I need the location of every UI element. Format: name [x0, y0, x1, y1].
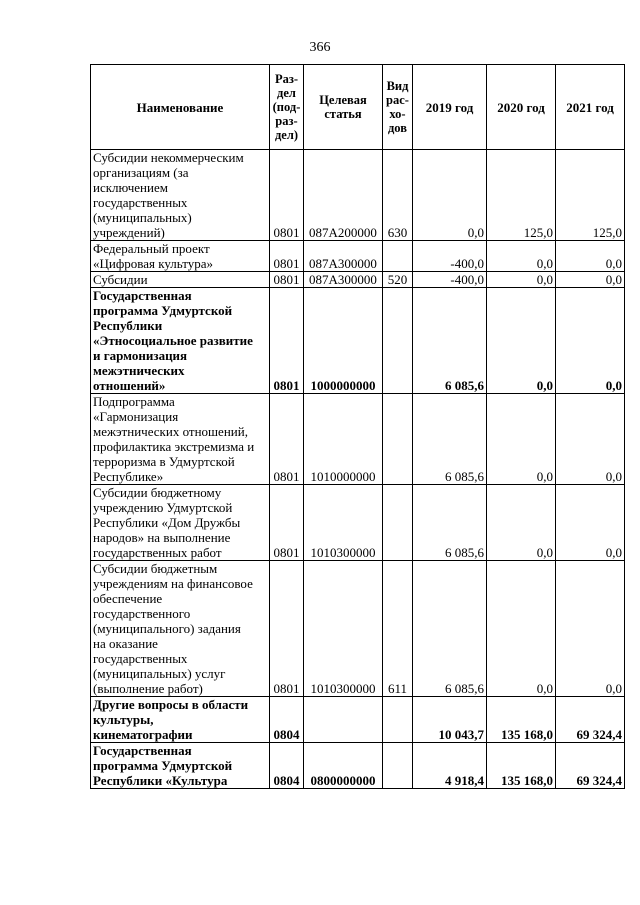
row-expense: 630 — [383, 150, 413, 241]
row-expense — [383, 697, 413, 743]
table-row — [91, 561, 625, 697]
row-2019: 4 918,4 — [413, 743, 487, 789]
row-2021: 0,0 — [556, 241, 625, 272]
header-2019: 2019 год — [413, 65, 487, 150]
row-target: 087A200000 — [304, 150, 383, 241]
table-row — [91, 697, 625, 743]
row-section: 0801 — [270, 288, 304, 394]
row-target: 1010300000 — [304, 485, 383, 561]
header-expense-type: Вид рас- хо- дов — [383, 65, 413, 150]
row-2021: 0,0 — [556, 288, 625, 394]
table-row — [91, 241, 625, 272]
row-name: Субсидии некоммерческим организациям (за исключением государственных (муниципальных) учреждений) — [91, 150, 270, 241]
table-row — [91, 272, 625, 288]
row-target: 087A300000 — [304, 272, 383, 288]
row-section: 0801 — [270, 241, 304, 272]
row-2021: 69 324,4 — [556, 743, 625, 789]
table-header-row — [91, 65, 625, 150]
row-name: Другие вопросы в области культуры, кинематографии — [91, 697, 270, 743]
table-row — [91, 743, 625, 789]
row-2019: 6 085,6 — [413, 394, 487, 485]
row-expense: 611 — [383, 561, 413, 697]
row-section: 0801 — [270, 272, 304, 288]
row-expense — [383, 394, 413, 485]
table-row — [91, 485, 625, 561]
header-2020: 2020 год — [487, 65, 556, 150]
row-2019: 10 043,7 — [413, 697, 487, 743]
row-target: 1000000000 — [304, 288, 383, 394]
row-target: 1010000000 — [304, 394, 383, 485]
row-name: Федеральный проект «Цифровая культура» — [91, 241, 270, 272]
row-2019: 6 085,6 — [413, 485, 487, 561]
row-2020: 0,0 — [487, 394, 556, 485]
row-2020: 135 168,0 — [487, 743, 556, 789]
table-row — [91, 150, 625, 241]
row-name: Государственная программа Удмуртской Республики «Этносоциальное развитие и гармонизация межэтнических отношений» — [91, 288, 270, 394]
row-target: 087A300000 — [304, 241, 383, 272]
row-name: Субсидии — [91, 272, 270, 288]
row-2021: 0,0 — [556, 485, 625, 561]
page-number: 366 — [309, 40, 331, 55]
row-2021: 0,0 — [556, 272, 625, 288]
row-expense — [383, 485, 413, 561]
row-target: 1010300000 — [304, 561, 383, 697]
row-name: Субсидии бюджетным учреждениям на финансовое обеспечение государственного (муниципального) задания на оказание государственных (муниципальных) услуг (выполнение работ) — [91, 561, 270, 697]
row-2020: 135 168,0 — [487, 697, 556, 743]
row-expense — [383, 241, 413, 272]
header-target: Целевая статья — [304, 65, 383, 150]
row-target — [304, 697, 383, 743]
row-2021: 125,0 — [556, 150, 625, 241]
row-expense — [383, 743, 413, 789]
row-2021: 0,0 — [556, 394, 625, 485]
row-2019: 6 085,6 — [413, 561, 487, 697]
row-2020: 0,0 — [487, 288, 556, 394]
row-2020: 125,0 — [487, 150, 556, 241]
row-section: 0804 — [270, 743, 304, 789]
row-2021: 0,0 — [556, 561, 625, 697]
row-2019: -400,0 — [413, 241, 487, 272]
row-2020: 0,0 — [487, 241, 556, 272]
row-section: 0804 — [270, 697, 304, 743]
row-2019: 6 085,6 — [413, 288, 487, 394]
header-2021: 2021 год — [556, 65, 625, 150]
row-2019: 0,0 — [413, 150, 487, 241]
budget-table — [90, 64, 625, 789]
row-2020: 0,0 — [487, 485, 556, 561]
row-name: Подпрограмма «Гармонизация межэтнических отношений, профилактика экстремизма и терроризма в Удмуртской Республике» — [91, 394, 270, 485]
row-name: Государственная программа Удмуртской Республики «Культура — [91, 743, 270, 789]
table-row — [91, 288, 625, 394]
row-2020: 0,0 — [487, 561, 556, 697]
row-name: Субсидии бюджетному учреждению Удмуртской Республики «Дом Дружбы народов» на выполнение государственных работ — [91, 485, 270, 561]
header-name: Наименование — [91, 65, 270, 150]
header-section: Раз- дел (под- раз- дел) — [270, 65, 304, 150]
row-expense — [383, 288, 413, 394]
row-expense: 520 — [383, 272, 413, 288]
row-section: 0801 — [270, 394, 304, 485]
row-section: 0801 — [270, 561, 304, 697]
row-2020: 0,0 — [487, 272, 556, 288]
row-2019: -400,0 — [413, 272, 487, 288]
table-row — [91, 394, 625, 485]
row-target: 0800000000 — [304, 743, 383, 789]
row-section: 0801 — [270, 150, 304, 241]
row-section: 0801 — [270, 485, 304, 561]
row-2021: 69 324,4 — [556, 697, 625, 743]
